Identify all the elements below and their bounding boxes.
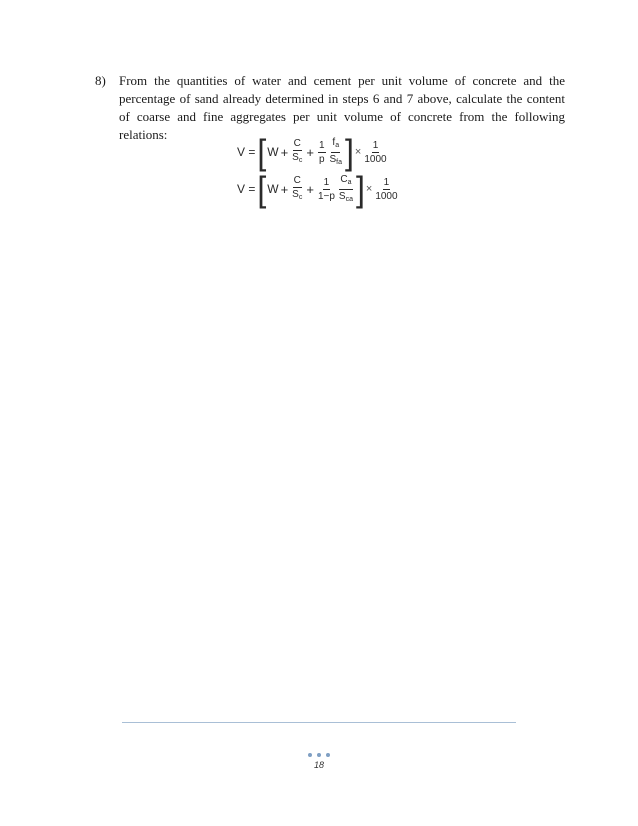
term-water: W: [267, 145, 279, 159]
numerator: C: [293, 138, 301, 149]
plus-sign: +: [280, 144, 289, 160]
numerator: 1: [383, 176, 390, 188]
fraction-cement: [292, 175, 302, 203]
equation-fine-aggregate: [237, 132, 437, 172]
denominator: $S_{fa}$: [329, 153, 343, 166]
numerator: $f_a$: [331, 137, 340, 153]
denominator: 1000: [375, 190, 398, 202]
numerator: 1: [372, 139, 379, 151]
plus-sign: +: [306, 181, 314, 197]
fraction-factor: [375, 177, 397, 202]
equations: [237, 132, 437, 209]
fraction-one-over-one-minus-p: [318, 177, 335, 202]
denominator: 1−p: [317, 190, 335, 202]
numerator: 1: [318, 139, 325, 151]
term-water: W: [267, 182, 279, 196]
page-number: 18: [313, 760, 324, 770]
denominator: $S_c$: [292, 152, 303, 164]
fraction-one-over-p: [318, 140, 326, 165]
equation-lhs: V =: [237, 145, 256, 159]
equation-lhs: V =: [237, 182, 256, 196]
fraction-cement: [292, 138, 302, 166]
list-item-number: 8): [95, 73, 106, 88]
list-item-8: [95, 72, 565, 144]
fraction-factor: [364, 140, 386, 165]
equation-coarse-aggregate: [237, 169, 437, 209]
numerator: C: [293, 175, 301, 186]
left-bracket: [: [257, 169, 267, 209]
plus-sign: +: [306, 144, 314, 160]
dot: [308, 753, 312, 757]
fraction-fine-aggregate: [330, 137, 343, 168]
denominator: p: [318, 153, 325, 165]
right-bracket: ]: [355, 169, 365, 209]
list-item-text: From the quantities of water and cement per unit volume of concrete and the percentage of sand already determined in steps 6 and 7 above, calculate the content of coarse and fine aggregates per unit volume of concrete from the following relations:: [119, 73, 565, 142]
footer-dots-icon: [308, 753, 330, 757]
dot: [326, 753, 330, 757]
denominator: $S_{ca}$: [338, 190, 353, 203]
denominator: 1000: [364, 153, 387, 165]
plus-sign: +: [280, 181, 289, 197]
numerator: 1: [323, 176, 330, 188]
fraction-coarse-aggregate: [339, 174, 353, 205]
multiply-sign: ×: [365, 183, 373, 195]
denominator: $S_c$: [292, 189, 303, 201]
dot: [317, 753, 321, 757]
left-bracket: [: [257, 132, 267, 172]
footer-rule: [122, 722, 516, 723]
numerator: $C_a$: [339, 174, 352, 190]
multiply-sign: ×: [354, 146, 362, 158]
right-bracket: ]: [345, 132, 354, 172]
